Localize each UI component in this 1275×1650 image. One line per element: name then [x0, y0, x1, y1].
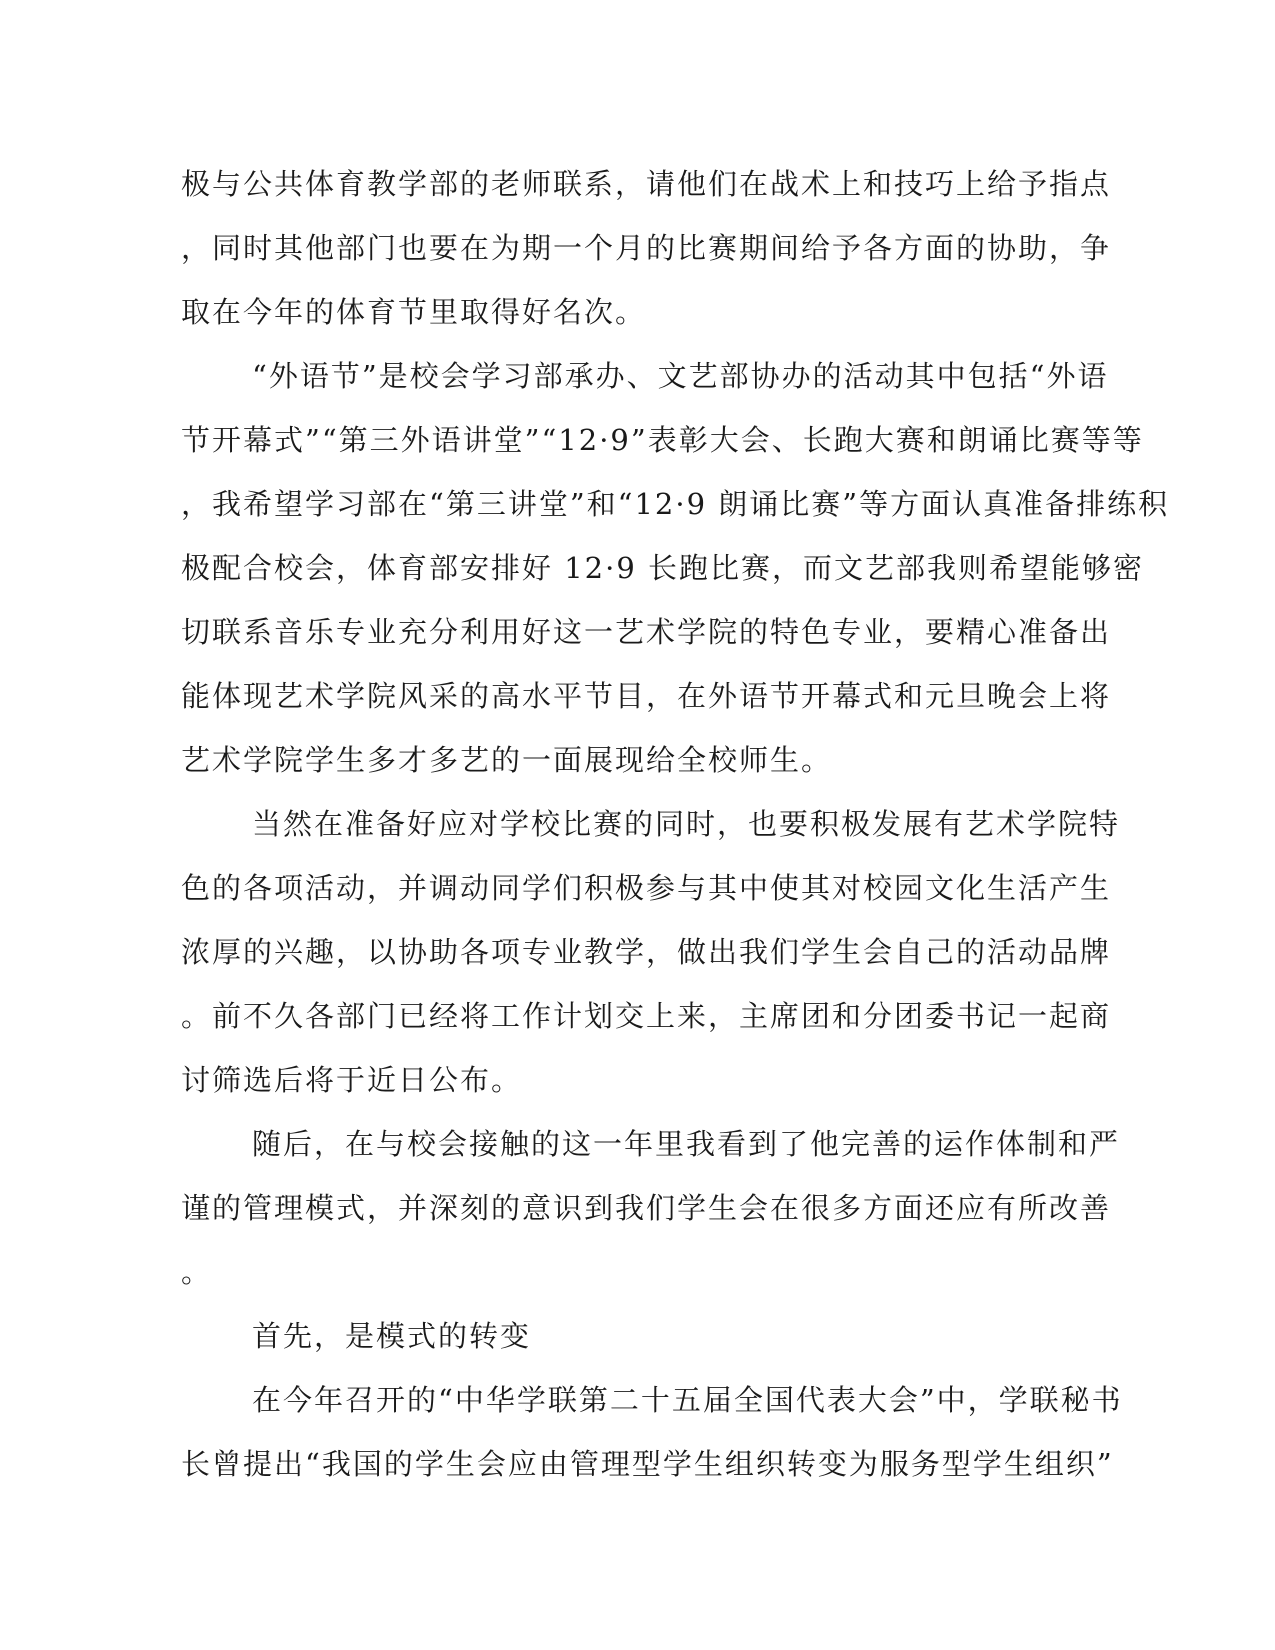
- text-line: 色的各项活动，并调动同学们积极参与其中使其对校园文化生活产生: [181, 871, 1112, 905]
- text-line: 长曾提出“我国的学生会应由管理型学生组织转变为服务型学生组织”: [181, 1447, 1114, 1481]
- text-line: 。: [181, 1255, 213, 1289]
- text-line: 。前不久各部门已经将工作计划交上来，主席团和分团委书记一起商: [181, 999, 1112, 1033]
- text-line: 在今年召开的“中华学联第二十五届全国代表大会”中，学联秘书: [252, 1383, 1123, 1417]
- text-line: 首先，是模式的转变: [252, 1319, 532, 1353]
- text-line: 极配合校会，体育部安排好 12·9 长跑比赛，而文艺部我则希望能够密: [181, 551, 1145, 585]
- text-line: ，我希望学习部在“第三讲堂”和“12·9 朗诵比赛”等方面认真准备排练积: [181, 487, 1170, 521]
- text-line: ，同时其他部门也要在为期一个月的比赛期间给予各方面的协助，争: [181, 231, 1112, 265]
- text-line: 取在今年的体育节里取得好名次。: [181, 295, 647, 329]
- text-line: 切联系音乐专业充分利用好这一艺术学院的特色专业，要精心准备出: [181, 615, 1112, 649]
- text-line: 艺术学院学生多才多艺的一面展现给全校师生。: [181, 743, 833, 777]
- text-line: 谨的管理模式，并深刻的意识到我们学生会在很多方面还应有所改善: [181, 1191, 1112, 1225]
- text-line: “外语节”是校会学习部承办、文艺部协办的活动其中包括“外语: [252, 359, 1109, 393]
- text-line: 极与公共体育教学部的老师联系，请他们在战术上和技巧上给予指点: [181, 167, 1112, 201]
- document-body: [181, 160, 1170, 1504]
- text-line: 能体现艺术学院风采的高水平节目，在外语节开幕式和元旦晚会上将: [181, 679, 1112, 713]
- text-line: 当然在准备好应对学校比赛的同时，也要积极发展有艺术学院特: [252, 807, 1121, 841]
- text-line: 随后，在与校会接触的这一年里我看到了他完善的运作体制和严: [252, 1127, 1121, 1161]
- text-line: 浓厚的兴趣，以协助各项专业教学，做出我们学生会自己的活动品牌: [181, 935, 1112, 969]
- text-line: 节开幕式”“第三外语讲堂”“12·9”表彰大会、长跑大赛和朗诵比赛等等: [181, 423, 1144, 457]
- text-line: 讨筛选后将于近日公布。: [181, 1063, 523, 1097]
